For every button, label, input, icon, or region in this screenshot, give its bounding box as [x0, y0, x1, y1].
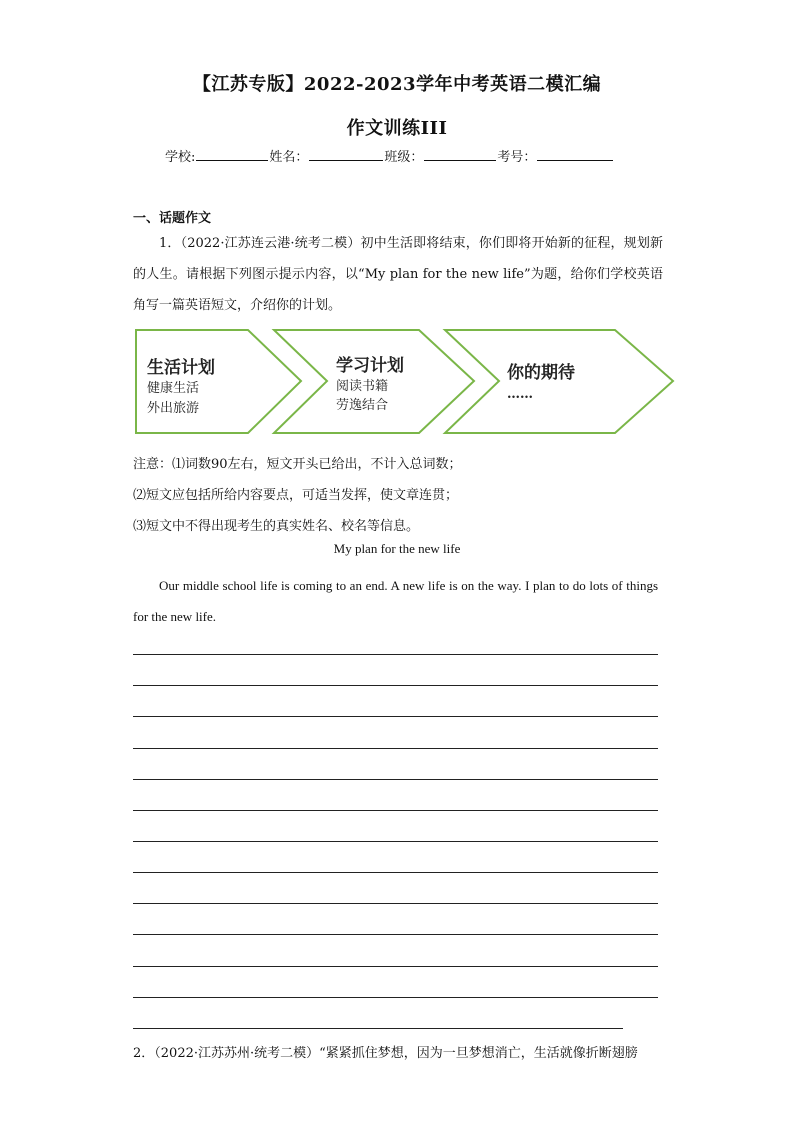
plan-diagram [133, 326, 678, 438]
answer-line[interactable] [133, 1028, 623, 1029]
answer-line[interactable] [133, 779, 658, 780]
essay-title: My plan for the new life [333, 541, 461, 556]
school-label: 学校: [165, 150, 196, 165]
student-info-line [165, 146, 614, 165]
school-blank[interactable] [196, 148, 268, 161]
class-blank[interactable] [424, 148, 496, 161]
answer-line[interactable] [133, 748, 658, 749]
box3-line1: …… [507, 387, 533, 402]
box1-title: 生活计划 [147, 358, 215, 378]
name-label: 姓名： [269, 150, 309, 165]
notes [133, 449, 462, 542]
note-2: ⑵短文应包括所给内容要点，可适当发挥，使文章连贯； [133, 488, 459, 503]
box2-line2: 劳逸结合 [336, 398, 389, 413]
answer-line[interactable] [133, 934, 658, 935]
answer-line[interactable] [133, 716, 658, 717]
number-blank[interactable] [537, 148, 613, 161]
box1-line1: 健康生活 [147, 381, 200, 396]
answer-line[interactable] [133, 872, 658, 873]
question-1-prompt: 1．（2022·江苏连云港·统考二模）初中生活即将结束，你们即将开始新的征程，规划新的人生。请根据下列图示提示内容，以“My plan for the new life”为题，给你们学校英语角写一篇英语短文，介绍你的计划。 [133, 236, 663, 313]
answer-line[interactable] [133, 685, 658, 686]
question-2-prompt: 2．（2022·江苏苏州·统考二模）“紧紧抓住梦想，因为一旦梦想消亡，生活就像折断翅膀 [133, 1046, 638, 1061]
section-heading: 一、话题作文 [133, 211, 212, 226]
answer-line[interactable] [133, 903, 658, 904]
box1-line2: 外出旅游 [147, 401, 200, 416]
box3-title: 你的期待 [507, 363, 575, 383]
number-label: 考号： [497, 150, 537, 165]
page-title: 【江苏专版】2022-2023学年中考英语二模汇编 [192, 74, 602, 95]
answer-line[interactable] [133, 966, 658, 967]
page-subtitle: 作文训练III [346, 118, 448, 139]
note-3: ⑶短文中不得出现考生的真实姓名、校名等信息。 [133, 519, 420, 534]
answer-line[interactable] [133, 810, 658, 811]
box2-title: 学习计划 [336, 356, 404, 376]
note-1: 注意：⑴词数90左右，短文开头已给出，不计入总词数； [133, 457, 462, 472]
name-blank[interactable] [309, 148, 383, 161]
answer-line[interactable] [133, 654, 658, 655]
box2-line1: 阅读书籍 [336, 379, 389, 394]
class-label: 班级： [384, 150, 424, 165]
essay-start: Our middle school life is coming to an end. A new life is on the way. I plan to do lots of things for the new life. [133, 578, 658, 624]
answer-line[interactable] [133, 997, 658, 998]
answer-line[interactable] [133, 841, 658, 842]
